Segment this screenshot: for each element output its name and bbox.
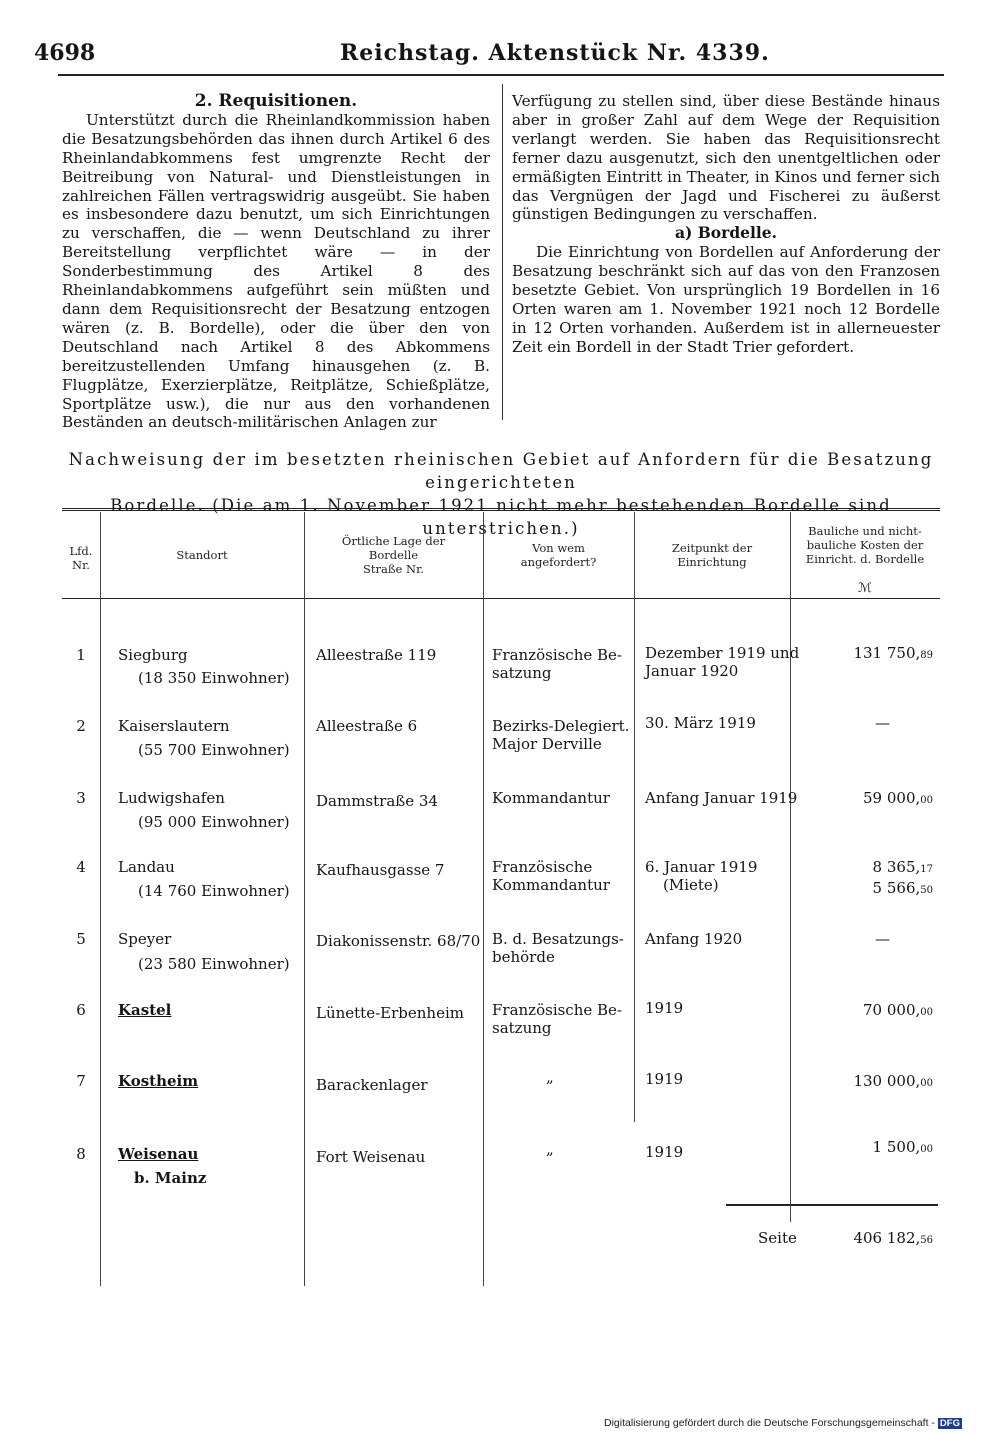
left-column [62, 92, 490, 432]
digitization-footer: Digitalisierung gefördert durch die Deutsche Forschungsgemeinschaft - DFG [604, 1417, 960, 1429]
row-von-wem: Französische Kommandantur [492, 858, 610, 894]
row-kosten: — [875, 930, 890, 948]
right-paragraph: Die Einrichtung von Bordellen auf Anforderung der Besatzung beschränkt sich auf das von den Franzosen besetzte Gebiet. Von ursprünglich 19 Bordellen in 16 Orten waren am 1. November 1921 noch 12 Bordelle in 12 Orten vorhanden. Außerdem ist in allerneuester Zeit ein Bordell in der Stadt Trier gefordert. [512, 243, 940, 356]
row-nr: 8 [76, 1145, 86, 1163]
row-ort: Speyer [118, 930, 172, 948]
row-von-wem: Französische Be- satzung [492, 1001, 622, 1037]
row-lage: Diakonissenstr. 68/70 [316, 932, 481, 950]
right-column [512, 92, 940, 357]
row-kosten: 130 000,00 [853, 1072, 933, 1090]
row-lage: Alleestraße 119 [316, 646, 437, 664]
header-rule [58, 74, 944, 76]
header-lage: Örtliche Lage der Bordelle Straße Nr. [341, 534, 446, 576]
row-einwohner: (14 760 Einwohner) [138, 882, 290, 900]
row-kosten: 8 365,17 5 566,50 [872, 858, 933, 897]
row-einwohner: (18 350 Einwohner) [138, 669, 290, 687]
right-continuation: Verfügung zu stellen sind, über diese Bestände hinaus aber in großer Zahl auf dem Wege der Requisition verlangt werden. Sie haben das Requisitionsrecht ferner dazu ausgenutzt, sich den unentgeltlichen oder ermäßigten Eintritt in Theater, in Kinos und ferner sich das Vergnügen der Jagd und Fischerei zu äußerst günstigen Bedingungen zu verschaffen. [512, 92, 940, 224]
row-nr: 6 [76, 1001, 86, 1019]
row-nr: 1 [76, 646, 86, 664]
total-value: 406 182,56 [853, 1229, 933, 1247]
row-nr: 7 [76, 1072, 86, 1090]
row-zeit: 1919 [645, 1143, 684, 1161]
page-header [34, 40, 954, 74]
table-top-rule [62, 508, 940, 511]
sum-rule [726, 1204, 938, 1206]
row-nr: 4 [76, 858, 86, 876]
header-nr: Lfd. Nr. [69, 544, 93, 572]
row-ort: Kostheim [118, 1072, 199, 1090]
row-von-wem: Französische Be- satzung [492, 646, 622, 682]
row-nr: 2 [76, 717, 86, 735]
table-title-line2: Bordelle. (Die am 1. November 1921 nicht mehr bestehenden Bordelle sind unterstrichen.) [110, 496, 892, 538]
row-kosten: 1 500,00 [872, 1138, 933, 1156]
col-divider [483, 512, 484, 1286]
row-lage: Barackenlager [316, 1076, 428, 1094]
row-lage: Dammstraße 34 [316, 792, 439, 810]
row-ort: Siegburg [118, 646, 188, 664]
table-header-rule [62, 598, 940, 599]
row-kosten: 131 750,89 [853, 644, 933, 662]
header-von-wem: Von wem angefordert? [520, 541, 597, 569]
row-lage: Kaufhausgasse 7 [316, 861, 445, 879]
row-ort: Ludwigshafen [118, 789, 225, 807]
table-title-line1: Nachweisung der im besetzten rheinischen Gebiet auf Anfordern für die Besatzung eingerichteten [68, 450, 934, 492]
row-von-wem: „ [546, 1140, 554, 1158]
row-einwohner: (23 580 Einwohner) [138, 955, 290, 973]
page-number: 4698 [34, 40, 96, 66]
row-zeit: Anfang 1920 [645, 930, 743, 948]
row-einwohner: (95 000 Einwohner) [138, 813, 290, 831]
header-kosten: Bauliche und nicht- bauliche Kosten der Einricht. d. Bordelle [805, 524, 925, 566]
total-label: Seite [758, 1229, 797, 1247]
col-divider [304, 512, 305, 1286]
row-zeit: 6. Januar 1919 (Miete) [645, 858, 758, 894]
row-ort: Weisenau [118, 1145, 199, 1163]
row-kosten: 59 000,00 [863, 789, 933, 807]
col-divider [100, 512, 101, 1286]
row-lage: Fort Weisenau [316, 1148, 426, 1166]
row-lage: Lünette-Erbenheim [316, 1004, 464, 1022]
row-nr: 5 [76, 930, 86, 948]
row-zeit: 1919 [645, 1070, 684, 1088]
header-currency: ℳ [858, 581, 872, 596]
row-zeit: 30. März 1919 [645, 714, 756, 732]
row-einwohner: (55 700 Einwohner) [138, 741, 290, 759]
row-nr: 3 [76, 789, 86, 807]
row-ort: Kaiserslautern [118, 717, 230, 735]
row-von-wem: Kommandantur [492, 789, 610, 807]
col-divider [634, 512, 635, 1122]
column-divider [502, 84, 503, 420]
running-head: Reichstag. Aktenstück Nr. 4339. [340, 40, 770, 66]
row-kosten: 70 000,00 [863, 1001, 933, 1019]
row-kosten: — [875, 714, 890, 732]
row-von-wem: B. d. Besatzungs- behörde [492, 930, 624, 966]
row-zeit: Anfang Januar 1919 [645, 789, 798, 807]
row-ort: Landau [118, 858, 175, 876]
dfg-logo: DFG [939, 1418, 960, 1429]
header-zeitpunkt: Zeitpunkt der Einrichtung [671, 541, 753, 569]
row-von-wem: Bezirks-Delegiert. Major Derville [492, 717, 630, 753]
header-standort: Standort [176, 548, 228, 562]
subsection-heading: a) Bordelle. [674, 223, 778, 243]
row-zeit: 1919 [645, 999, 684, 1017]
row-zeit: Dezember 1919 und Januar 1920 [645, 644, 800, 680]
row-ort-zusatz: b. Mainz [134, 1169, 207, 1187]
row-von-wem: „ [546, 1068, 554, 1086]
row-lage: Alleestraße 6 [316, 717, 418, 735]
row-ort: Kastel [118, 1001, 172, 1019]
left-paragraph: Unterstützt durch die Rheinlandkommission haben die Besatzungsbehörden das ihnen durch Artikel 6 des Rheinlandabkommens fest umgrenzte Recht der Beitreibung von Natural- und Dienstleistungen in zahlreichen Fällen vertragswidrig ausgeübt. Sie haben es insbesondere dazu benutzt, um sich Einrichtungen zu verschaffen, die — wenn Deutschland zu ihrer Bereitstellung verpflichtet wäre — in der Sonderbestimmung des Artikel 8 des Rheinlandabkommens aufgeführt sein müßten und dann dem Requisitionsrecht der Besatzung entzogen wären (z. B. Bordelle), oder die über den von Deutschland nach Artikel 8 des Abkommens bereitzustellenden Umfang hinausgehen (z. B. Flugplätze, Exerzierplätze, Reitplätze, Schießplätze, Sportplätze usw.), die nur aus den vorhandenen Beständen an deutsch-militärischen Anlagen zur [62, 110, 490, 432]
section-heading: 2. Requisitionen. [194, 91, 358, 111]
